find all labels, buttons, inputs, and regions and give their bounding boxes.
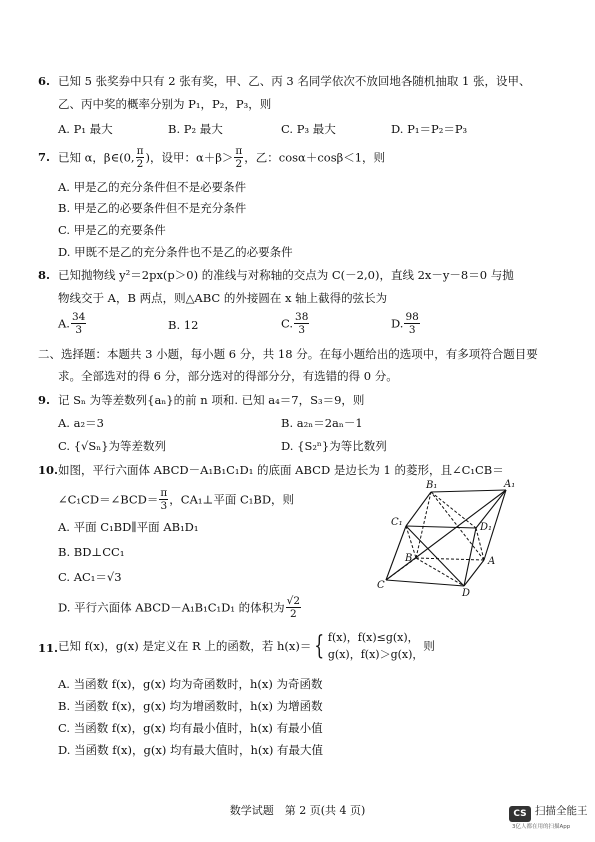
label-b: B <box>405 553 413 564</box>
q8-option-c: C. $\frac{38}{3}$ <box>281 311 309 336</box>
q11-stem: 已知 f(x)，g(x) 是定义在 R 上的函数，若 h(x)＝ { f(x)，f(x)≤g(x)， g(x)，f(x)＞g(x)， 则 <box>58 631 435 661</box>
q10-option-d: D. 平行六面体 ABCD－A₁B₁C₁D₁ 的体积为 $\frac{√2}{2}$ <box>58 595 301 620</box>
q6-stem-line1: 已知 5 张奖券中只有 2 张有奖，甲、乙、丙 3 名同学依次不放回地各随机抽取 1 张，设甲、 <box>58 74 531 88</box>
q6-stem-line2: 乙、丙中奖的概率分别为 P₁，P₂，P₃，则 <box>58 97 272 111</box>
q10-option-b: B. BD⊥CC₁ <box>58 545 125 559</box>
q7-stem-c: ，乙：cosα＋cosβ＜1，则 <box>244 150 386 165</box>
q7-option-a: A. 甲是乙的充分条件但不是必要条件 <box>58 180 247 194</box>
q9-option-d: D. {S₂ⁿ}为等比数列 <box>281 439 387 453</box>
label-c: C <box>377 580 385 591</box>
page-footer: 数学试题 第 2 页(共 4 页) <box>229 804 366 817</box>
label-c1: C₁ <box>391 517 403 528</box>
q6-number: 6. <box>38 74 51 88</box>
edge-b-d <box>416 558 464 586</box>
edge-b1-d1 <box>431 492 476 528</box>
q11-case2: g(x)，f(x)＞g(x)， <box>327 648 424 661</box>
q9-stem: 记 Sₙ 为等差数列{aₙ}的前 n 项和. 已知 a₄＝7，S₃＝9，则 <box>58 393 365 407</box>
q7-stem <box>58 145 385 170</box>
q7-pi-over-2-b: $\frac{\pi}{2}$ <box>235 145 243 170</box>
label-a: A <box>488 556 496 567</box>
q10-stem-line2: ∠C₁CD＝∠BCD＝ $\frac{\pi}{3}$ ，CA₁⊥平面 C₁BD，则 <box>58 487 295 512</box>
q9-option-c: C. {√Sₙ}为等差数列 <box>58 439 167 453</box>
q7-stem-b: ，设甲：α＋β＞ <box>149 150 234 165</box>
edge-c-d <box>386 580 464 586</box>
q8-option-b: B. 12 <box>168 318 199 332</box>
q7-option-b: B. 甲是乙的必要条件但不是充分条件 <box>58 201 247 215</box>
q11-option-d: D. 当函数 f(x)，g(x) 均有最大值时，h(x) 有最大值 <box>58 743 323 757</box>
q8-number: 8. <box>38 268 51 282</box>
camscanner-logo-icon: CS <box>509 806 531 822</box>
q8-stem-line2: 物线交于 A，B 两点，则△ABC 的外接圆在 x 轴上截得的弦长为 <box>58 291 388 305</box>
q8-option-a: A. $\frac{34}{3}$ <box>58 311 86 336</box>
q7-interval-right: ) <box>145 150 150 165</box>
edge-b-a <box>416 558 484 560</box>
label-a1: A₁ <box>504 479 516 490</box>
q6-option-b: B. P₂ 最大 <box>168 122 223 136</box>
q7-stem-a: 已知 α，β∈ <box>58 150 120 165</box>
q9-number: 9. <box>38 393 51 407</box>
q7-pi-over-2-a: $\frac{\pi}{2}$ <box>136 145 144 170</box>
label-d: D <box>462 588 471 598</box>
q8-stem-line1: 已知抛物线 y²＝2px(p＞0) 的准线与对称轴的交点为 C(－2,0)，直线 2x－y－8＝0 与抛 <box>58 268 514 282</box>
q8-option-d: D. $\frac{98}{3}$ <box>391 311 419 336</box>
camscanner-subtitle: 3亿人都在用的扫描App <box>512 824 571 830</box>
camscanner-title: 扫描全能王 <box>535 805 588 817</box>
q11-number: 11. <box>38 641 59 655</box>
q11-option-b: B. 当函数 f(x)，g(x) 均为增函数时，h(x) 为增函数 <box>58 699 323 713</box>
q7-interval-left: (0, <box>119 150 135 165</box>
q10-stem-line1: 如图，平行六面体 ABCD－A₁B₁C₁D₁ 的底面 ABCD 是边长为 1 的菱形，且∠C₁CB＝ <box>58 463 504 477</box>
q9-option-a: A. a₂＝3 <box>58 416 104 430</box>
q7-option-d: D. 甲既不是乙的充分条件也不是乙的必要条件 <box>58 245 293 259</box>
q11-option-a: A. 当函数 f(x)，g(x) 均为奇函数时，h(x) 为奇函数 <box>58 677 323 691</box>
q10-sqrt2-over-2: $\frac{√2}{2}$ <box>286 595 301 620</box>
edge-b1-a1 <box>431 490 506 492</box>
q7-option-c: C. 甲是乙的充要条件 <box>58 223 166 237</box>
label-b1: B₁ <box>426 480 438 491</box>
label-d1: D₁ <box>480 522 493 533</box>
q11-case1: f(x)，f(x)≤g(x)， <box>327 631 419 644</box>
section2-instruction-line2: 求。全部选对的得 6 分，部分选对的得部分分，有选错的得 0 分。 <box>58 369 398 383</box>
edge-c1-d <box>406 526 464 586</box>
q10-option-a: A. 平面 C₁BD∥平面 AB₁D₁ <box>58 520 199 534</box>
q6-option-d: D. P₁＝P₂＝P₃ <box>391 122 468 136</box>
q11-option-c: C. 当函数 f(x)，g(x) 均有最小值时，h(x) 有最小值 <box>58 721 323 735</box>
q9-option-b: B. a₂ₙ＝2aₙ－1 <box>281 416 363 430</box>
edge-d1-c1 <box>406 526 476 528</box>
q10-number: 10. <box>38 463 59 477</box>
parallelepiped-figure <box>376 478 526 598</box>
q6-option-a: A. P₁ 最大 <box>58 122 113 136</box>
section2-instruction-line1: 二、选择题：本题共 3 小题，每小题 6 分，共 18 分。在每小题给出的选项中，有多项符合题目要 <box>38 347 538 361</box>
q10-option-c: C. AC₁＝√3 <box>58 570 122 584</box>
q7-number: 7. <box>38 150 51 164</box>
q6-option-c: C. P₃ 最大 <box>281 122 336 136</box>
q10-pi-over-3: $\frac{\pi}{3}$ <box>160 487 168 512</box>
